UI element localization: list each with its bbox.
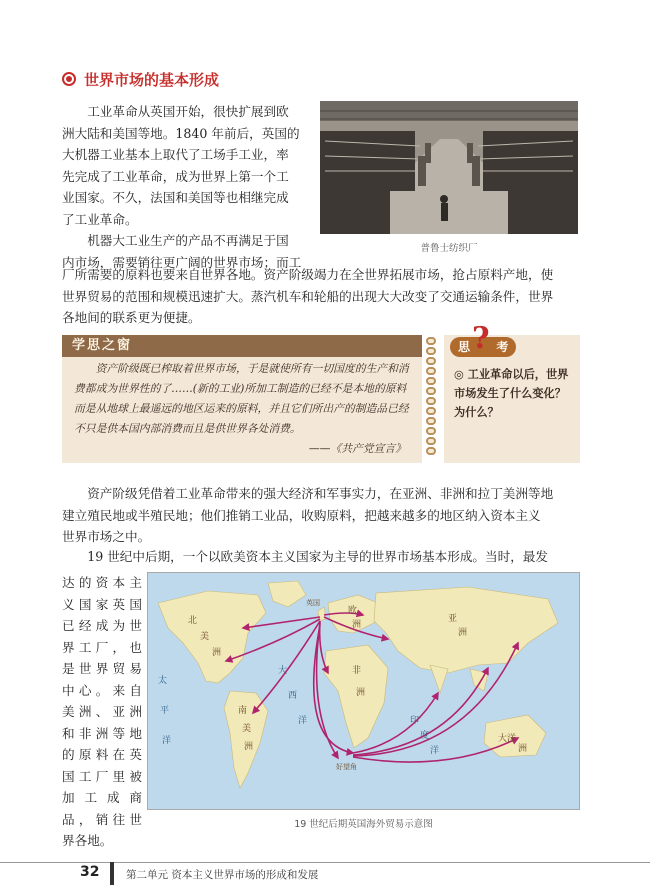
page-number: 32: [80, 864, 100, 880]
label-pacific: 平: [160, 706, 170, 716]
footer-bar: [110, 862, 114, 885]
label-asia: 亚: [448, 614, 458, 624]
study-think-box: [62, 321, 580, 463]
label-na: 北: [188, 616, 198, 626]
label-indian: 度: [420, 731, 430, 741]
label-sa: 洲: [244, 742, 254, 752]
label-europe: 欧: [348, 606, 358, 616]
label-na: 美: [200, 632, 210, 642]
label-oceania: 大洋: [498, 734, 517, 744]
text-line: 各地间的联系更为便捷。: [62, 310, 201, 325]
text-line: 机器大工业生产的产品不再满足于国: [87, 233, 289, 248]
label-oceania: 洲: [518, 744, 528, 754]
label-na: 洲: [212, 648, 222, 658]
label-africa: 非: [352, 666, 362, 676]
text-line: 洲大陆和美国等地。1840 年前后，英国的: [62, 125, 300, 141]
think-badge-char2: 考: [496, 340, 509, 354]
text-line: 达的资本主: [62, 575, 142, 590]
text-line: 工业革命从英国开始，很快扩展到欧: [87, 104, 289, 119]
text-line: 了工业革命。: [62, 211, 138, 227]
map-side-text: [62, 572, 142, 852]
binder-rings: [426, 337, 438, 461]
quote-text: 资产阶级既已榨取着世界市场，于是就使所有一切国度的生产和消费都成为世界性的了……(新的工业)所加工制造的已经不是本地的原料而是从地球上最遥远的地区运来的原料，并且它们所出产的制造品已经不只是供本国内部消费而且是供世界各处消费。: [74, 362, 409, 435]
text-line: 和非洲等地: [62, 725, 142, 741]
text-line: 先完成了工业革命，成为世界上第一个工: [62, 168, 289, 184]
text-line: 中心。来自: [62, 682, 142, 698]
text-line: 内市场，需要销往更广阔的世界市场；而工: [62, 254, 302, 270]
text-line: 世界市场之中。: [62, 529, 151, 544]
text-line: 义国家英国: [62, 596, 142, 612]
label-indian: 洋: [430, 746, 440, 756]
think-question: ◎ 工业革命以后，世界市场发生了什么变化？为什么？: [454, 368, 569, 419]
label-sa: 美: [242, 724, 252, 734]
section-title: 世界市场的基本形成: [84, 70, 220, 89]
study-window-label: 学思之窗: [72, 338, 133, 353]
text-line: 界各地。: [62, 833, 113, 848]
map-caption: 19 世纪后期英国海外贸易示意图: [294, 819, 433, 830]
text-line: 品，销往世: [62, 811, 142, 827]
label-atlantic: 大: [278, 666, 288, 676]
label-cape: 好望角: [336, 763, 357, 771]
footer-unit-title: 第二单元 资本主义世界市场的形成和发展: [126, 869, 319, 881]
label-pacific: 太: [158, 676, 168, 686]
text-line: 加工成商: [62, 790, 142, 805]
text-line: 业国家。不久，法国和美国等也相继完成: [62, 190, 289, 205]
paragraph-3: [62, 483, 580, 548]
text-line: 的原料在英: [62, 747, 142, 762]
study-window: [62, 335, 422, 463]
text-line: 美洲、亚洲: [62, 704, 142, 719]
factory-illustration: [320, 101, 578, 234]
question-mark-icon: ?: [472, 321, 490, 356]
label-sa: 南: [238, 706, 248, 716]
text-line: 资产阶级凭借着工业革命带来的强大经济和军事实力，在亚洲、非洲和拉丁美洲等地: [87, 486, 554, 501]
paragraph-1: [62, 101, 314, 273]
paragraph-4: [62, 546, 580, 568]
world-map: [148, 573, 580, 810]
bullseye-icon: [62, 72, 76, 86]
think-panel: [444, 321, 580, 463]
label-britain: 英国: [306, 599, 320, 607]
factory-photo: [320, 101, 578, 234]
photo-caption: 普鲁士纺织厂: [420, 243, 478, 254]
label-atlantic: 西: [288, 691, 298, 701]
label-atlantic: 洋: [298, 716, 308, 726]
label-indian: 印: [410, 716, 420, 726]
label-pacific: 洋: [162, 736, 172, 746]
section-heading: [62, 68, 219, 90]
text-line: 大机器工业基本上取代了工场手工业，率: [62, 147, 289, 162]
text-line: 已经成为世: [62, 618, 142, 633]
text-line: 建立殖民地或半殖民地；他们推销工业品，收购原料，把越来越多的地区纳入资本主义: [62, 507, 541, 523]
label-asia: 洲: [458, 628, 468, 638]
quote-source: ——《共产党宣言》: [308, 442, 406, 455]
text-line: 国工厂里被: [62, 768, 142, 784]
text-line: 界工厂，也: [62, 639, 142, 655]
text-line: 厂所需要的原料也要来自世界各地。资产阶级竭力在全世界拓展市场，抢占原料产地，使: [62, 267, 554, 282]
text-line: 世界贸易的范围和规模迅速扩大。蒸汽机车和轮船的出现大大改变了交通运输条件，世界: [62, 288, 554, 304]
label-africa: 洲: [356, 688, 366, 698]
trade-map: [147, 572, 580, 810]
paragraph-2: [62, 264, 580, 329]
label-europe: 洲: [352, 620, 362, 630]
think-badge-char: 思: [458, 340, 471, 354]
footer-divider: [0, 862, 650, 863]
text-line: 是世界贸易: [62, 661, 142, 676]
text-line: 19 世纪中后期，一个以欧美资本主义国家为主导的世界市场基本形成。当时，最发: [87, 549, 548, 564]
